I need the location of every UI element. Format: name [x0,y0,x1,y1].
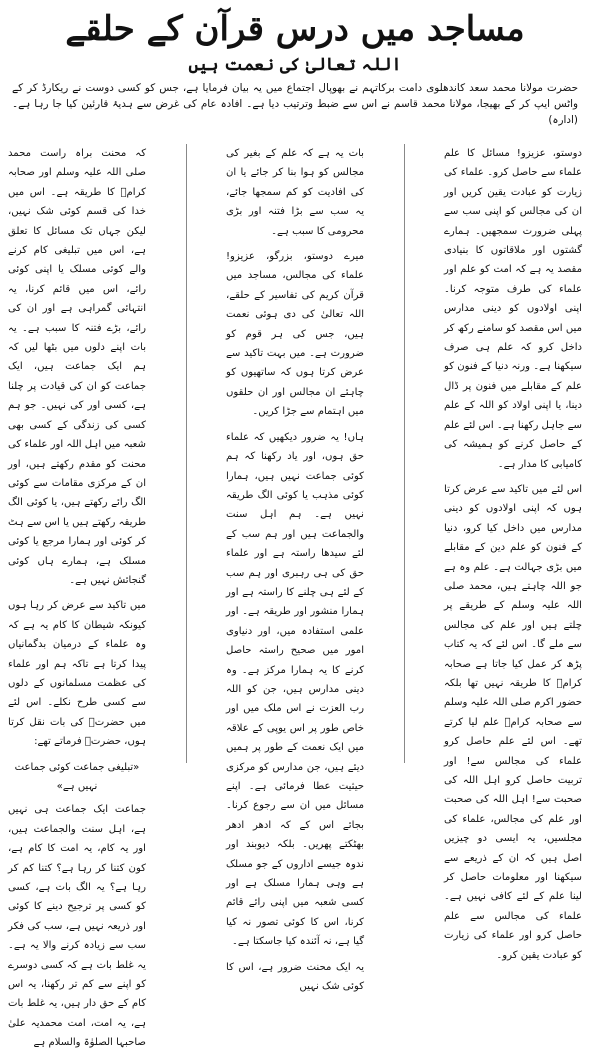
column-middle [226,144,364,993]
paragraph: یہ ایک محنت ضرور ہے، اس کا کوئی شک نہیں [226,961,364,993]
paragraph: کہ محنت براہ راست محمد صلی اللہ علیہ وسلم اور صحابہ کرامؓ کا طریقہ ہے۔ اس میں خدا کی قسم کوئی شک نہیں، لیکن جہاں تک مسائل کا تعلق ہے، اس میں تبلیغی کام کرنے والے کوئی مسلک یا اپنی کوئی رائے، اس میں قائم کرنا، یہ انتہائی گمراہی ہے اور ان کی رائے، بڑے فتنہ کا سبب ہے۔ یہ بات اپنے دلوں میں بٹھا لیں کہ ہم ایک جماعت ہیں، ایک جماعت کو ان کی قیادت پر چلنا ہے، کسی اور کی نہیں۔ جو ہم کسی کی زندگی کے کسی بھی شعبہ میں اہل اللہ اور علماء کی محنت کو مقدم رکھتے ہیں، اور ان کے مرکزی مقامات سے کوئی الگ رائے رکھتے ہیں، یا کوئی الگ طریقہ رکھتے ہیں یا اس سے ہٹ کر کوئی اور ہمارا مرجع یا کوئی مسلک ہے، ہمارے ہاں کوئی گنجائش نہیں ہے۔ [8,148,146,586]
column-divider [404,144,405,763]
paragraph: بات یہ ہے کہ علم کے بغیر کی مجالس کو ہوا بنا کر جائے یا ان کی افادیت کو کم سمجھا جائے، یہ سب سے بڑا فتنہ اور بڑی محرومی کا سبب ہے۔ [226,148,364,237]
paragraph: میرے دوستو، بزرگو، عزیزو! علماء کی مجالس، مساجد میں قرآن کریم کی تفاسیر کے حلقے، اللہ تعالیٰ کی دی ہوئی نعمت ہیں، جس کی ہر قوم کو ضرورت ہے۔ میں بہت تاکید سے عرض کرتا ہوں کہ ساتھیوں کو چاہئے ان مجالس اور ان حلقوں میں اہتمام سے جڑا کریں۔ [226,251,364,418]
column-left [8,144,146,1049]
paragraph: اس لئے میں تاکید سے عرض کرتا ہوں کہ اپنی اولادوں کو دینی مدارس میں داخل کیا کرو، دنیا کے فنون کو علم دین کے مقابلے میں بڑی جہالت ہے۔ علم وہ ہے جو اللہ چاہتے ہیں، محمد صلی اللہ علیہ وسلم کے طریقے پر چلتے ہیں اور علم کی مجالس سے ملے گا۔ اس لئے کہ یہ کتاب پڑھ کر عمل کیا جاتا ہے صحابہ کرامؓ کا طریقہ نہیں تھا بلکہ حضور اکرم صلی اللہ علیہ وسلم سے صحابہ کرامؓ علم لیا کرتے تھے۔ اس لئے علم حاصل کرو علماء کی مجالس سے! اور تربیت حاصل کرو اہل اللہ کی صحبت سے! اہل اللہ کی صحبت اور علم کی مجالس، علماء کی مجلسیں، یہ ایسی دو چیزیں اصل ہیں کہ ان کے ذریعے سے سیکھنا اور معلومات حاصل کر لینا علم کے لئے کافی نہیں ہے۔ علماء کی مجالس سے علم حاصل کرو اور علماء کی زیارت کو عبادت یقین کرو۔ [444,483,582,961]
quoted-heading: «تبلیغی جماعت کوئی جماعت نہیں ہے» [14,761,140,792]
paragraph: دوستو، عزیزو! مسائل کا علم علماء سے حاصل کرو۔ علماء کی زیارت کو عبادت یقین کریں اور ان کی مجالس کو اپنی سب سے پہلی ضرورت سمجھیں۔ ہمارے گشتوں اور ملاقاتوں کا بنیادی مقصد یہ ہے کہ امت کو علم اور علماء کی طرف متوجہ کرنا۔ اپنی اولادوں کو دینی مدارس میں اس مقصد کو سامنے رکھ کر داخل کرو کہ علم ہی صرف سیکھنا ہے۔ ورنہ دنیا کے فنون کو علم کے مقابلے میں فنون پر ڈال دینا، یا اپنی اولاد کو اللہ کے علم سے جاہل رکھنا ہے۔ اس لئے علم کے حاصل کرنے کو ہمیشہ کی کامیابی کا مدار ہے۔ [444,148,582,470]
title-wrap [8,8,582,50]
article-columns [8,144,582,1049]
paragraph: میں تاکید سے عرض کر رہا ہوں کیونکہ شیطان کا کام یہ ہے کہ وہ علماء کے درمیان بدگمانیاں پیدا کرتا ہے تاکہ ہم اور علماء کی عظمت مسلمانوں کے دلوں سے کسی طرح نکلے۔ اس لئے میں حضرتؒ کی بات نقل کرتا ہوں، حضرتؒ فرماتے تھے: [8,600,146,748]
page-subtitle: اللہ تعالیٰ کی نعمت ہیں [188,55,402,75]
column-divider [186,144,187,763]
paragraph: ہاں! یہ ضرور دیکھیں کہ علماء حق ہوں، اور یاد رکھنا کہ ہم کوئی جماعت نہیں ہیں، ہمارا کوئی مذہب یا کوئی الگ طریقہ نہیں ہے۔ ہم اہل سنت والجماعت ہیں اور ہم سب کے لئے سیدھا راستہ ہے اور علماء حق کی ہی رہبری اور ہم سب کے لئے ہی چلنے کا راستہ ہے اور ہمارا منشور اور طریقہ ہے۔ اور علمی استفادہ میں، اور دنیاوی امور میں صحیح راستہ حاصل کرنے کا یہ ہمارا مرکز ہے۔ وہ دینی مدارس ہیں، جن کو اللہ رب العزت نے اس ملک میں اور خاص طور پر اس یوپی کے علاقہ میں ایک نعمت کے طور پر ہمیں دیئے ہیں، جن مدارس کو مرکزی حیثیت عطا فرمائی ہے۔ اپنے مسائل میں ان سے رجوع کرنا۔ بجائے اس کے کہ ادھر ادھر بھٹکتے پھریں۔ بلکہ دیوبند اور ندوہ جیسے اداروں کے جو مسلک ہے وہی ہمارا مسلک ہے اور کسی شعبہ میں اپنی رائے قائم کرنا، اس کا کوئی تصور نہ کیا گیا ہے، نہ آئندہ کیا جاسکتا ہے۔ [226,431,364,948]
page-title: مساجد میں درس قرآن کے حلقے [65,9,525,49]
column-right [444,144,582,961]
paragraph: جماعت ایک جماعت ہی نہیں ہے، اہل سنت والجماعت ہیں، اور یہ کام، یہ امت کا کام ہے، کون کتنا کر رہا ہے؟ کتنا کم کر رہا ہے؟ یہ الگ بات ہے، کسی کو کسی پر ترجیح دینے کا کوئی اور ذریعہ نہیں ہے، سب کی فکر سب سے زیادہ کرنے والا یہ ہے۔ یہ غلط بات ہے کہ کسی دوسرے کو اپنے سے کم تر رکھنا، یہ اس کام کے حق دار ہیں، یہ غلط بات ہے، یہ امت، امت محمدیہ علیٰ صاحبہا الصلوٰۃ والسلام ہے [8,804,146,1049]
intro-paragraph: حضرت مولانا محمد سعد کاندھلوی دامت برکاتہم نے بھوپال اجتماع میں یہ بیان فرمایا ہے، جس کو کسی دوست نے ریکارڈ کر کے واٹس ایپ کر کے بھیجا، مولانا محمد قاسم نے اس سے ضبط وترتیب دیا ہے۔ افادہ عام کی غرض سے ہدیۂ قارئین کیا جا رہا ہے۔ (ادارہ) [12,82,578,126]
